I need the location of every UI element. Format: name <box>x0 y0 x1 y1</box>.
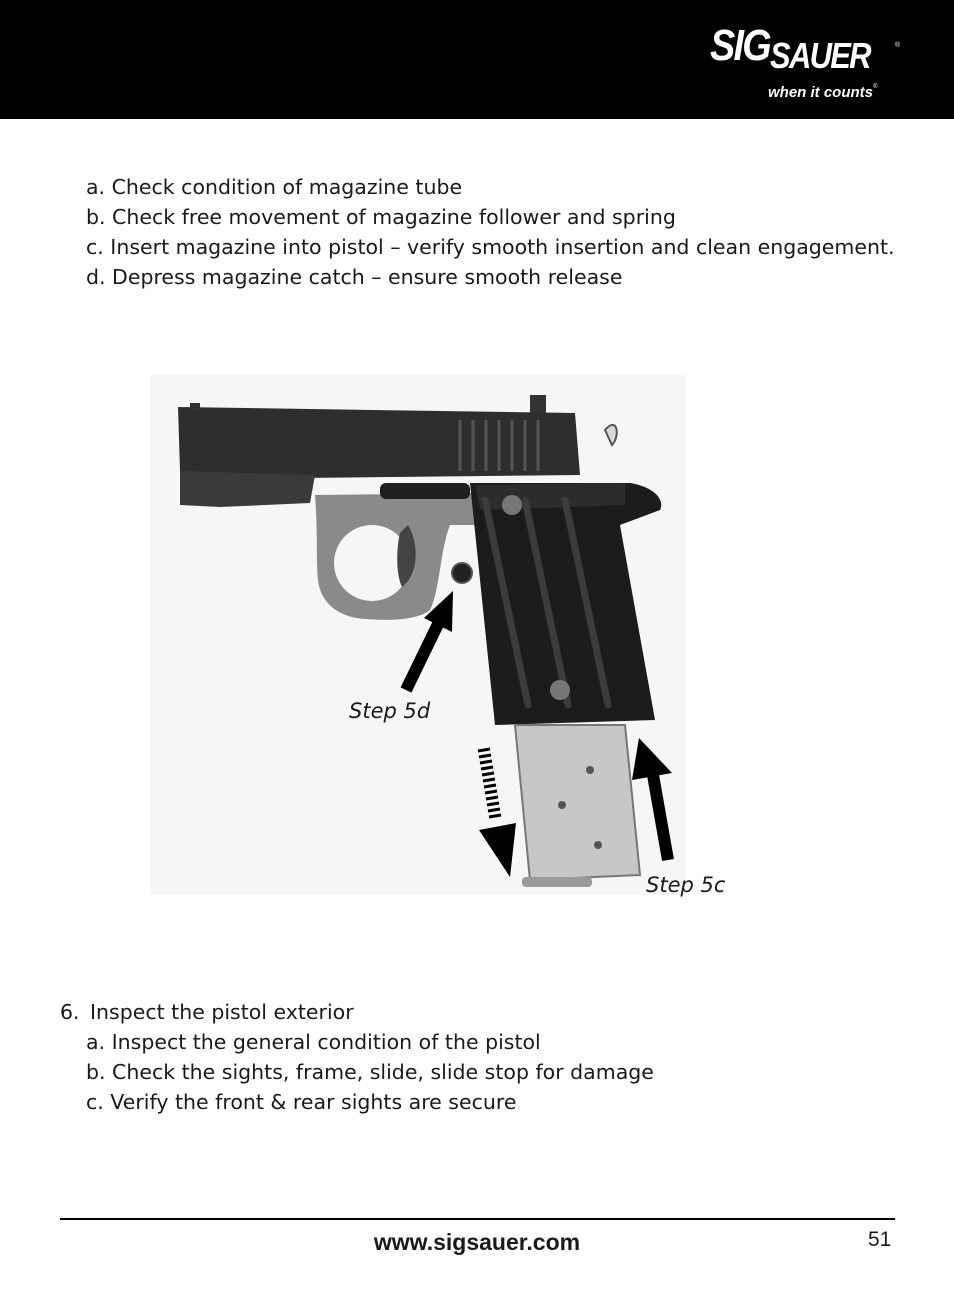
step-5c-label: Step 5c <box>646 873 726 897</box>
list-item: c. Verify the front & rear sights are secure <box>86 1090 517 1114</box>
list-item: b. Check free movement of magazine follower and spring <box>86 205 676 229</box>
pistol-slide <box>178 407 580 479</box>
magazine-catch <box>452 563 472 583</box>
list-item: a. Check condition of magazine tube <box>86 175 463 199</box>
slide-serrations <box>460 420 538 471</box>
grip-screw-top <box>502 495 522 515</box>
section-title: Inspect the pistol exterior <box>90 1000 354 1024</box>
magazine-base-plate <box>522 877 592 887</box>
magazine-check-list <box>86 172 895 292</box>
page-number: 51 <box>868 1228 892 1251</box>
logo-sig: SIG <box>710 21 771 70</box>
list-item: b. Check the sights, frame, slide, slide stop for damage <box>86 1060 654 1084</box>
magazine <box>515 725 640 880</box>
header-bar <box>0 0 954 119</box>
logo-tagline <box>768 84 877 101</box>
magazine-witness-hole <box>558 801 566 809</box>
footer-website-link[interactable]: www.sigsauer.com <box>373 1229 581 1255</box>
pistol-magazine-figure <box>150 375 685 895</box>
list-item: a. Inspect the general condition of the pistol <box>86 1030 541 1054</box>
logo-sauer: SAUER <box>770 35 870 76</box>
slide-stop-lever <box>380 483 470 499</box>
logo-wordmark <box>710 21 870 76</box>
step-5d-label: Step 5d <box>349 699 431 723</box>
section-number: 6. <box>60 1000 80 1024</box>
front-sight <box>190 403 200 409</box>
pistol-illustration <box>150 375 685 895</box>
exterior-inspection-list <box>86 1027 654 1117</box>
grip-screw-bottom <box>550 680 570 700</box>
logo-registered-mark: ® <box>895 42 901 49</box>
list-item: d. Depress magazine catch – ensure smooth release <box>86 265 623 289</box>
magazine-witness-hole <box>586 766 594 774</box>
logo-tagline-registered-mark: ® <box>873 84 878 90</box>
footer-divider <box>60 1218 895 1220</box>
logo-tagline-text: when it counts <box>768 84 873 101</box>
list-item: c. Insert magazine into pistol – verify smooth insertion and clean engagement. <box>86 235 895 259</box>
barrel-guide <box>180 471 315 507</box>
section-6-heading <box>60 997 354 1027</box>
rear-sight <box>530 395 546 413</box>
sig-sauer-logo <box>710 21 905 104</box>
magazine-witness-hole <box>594 841 602 849</box>
